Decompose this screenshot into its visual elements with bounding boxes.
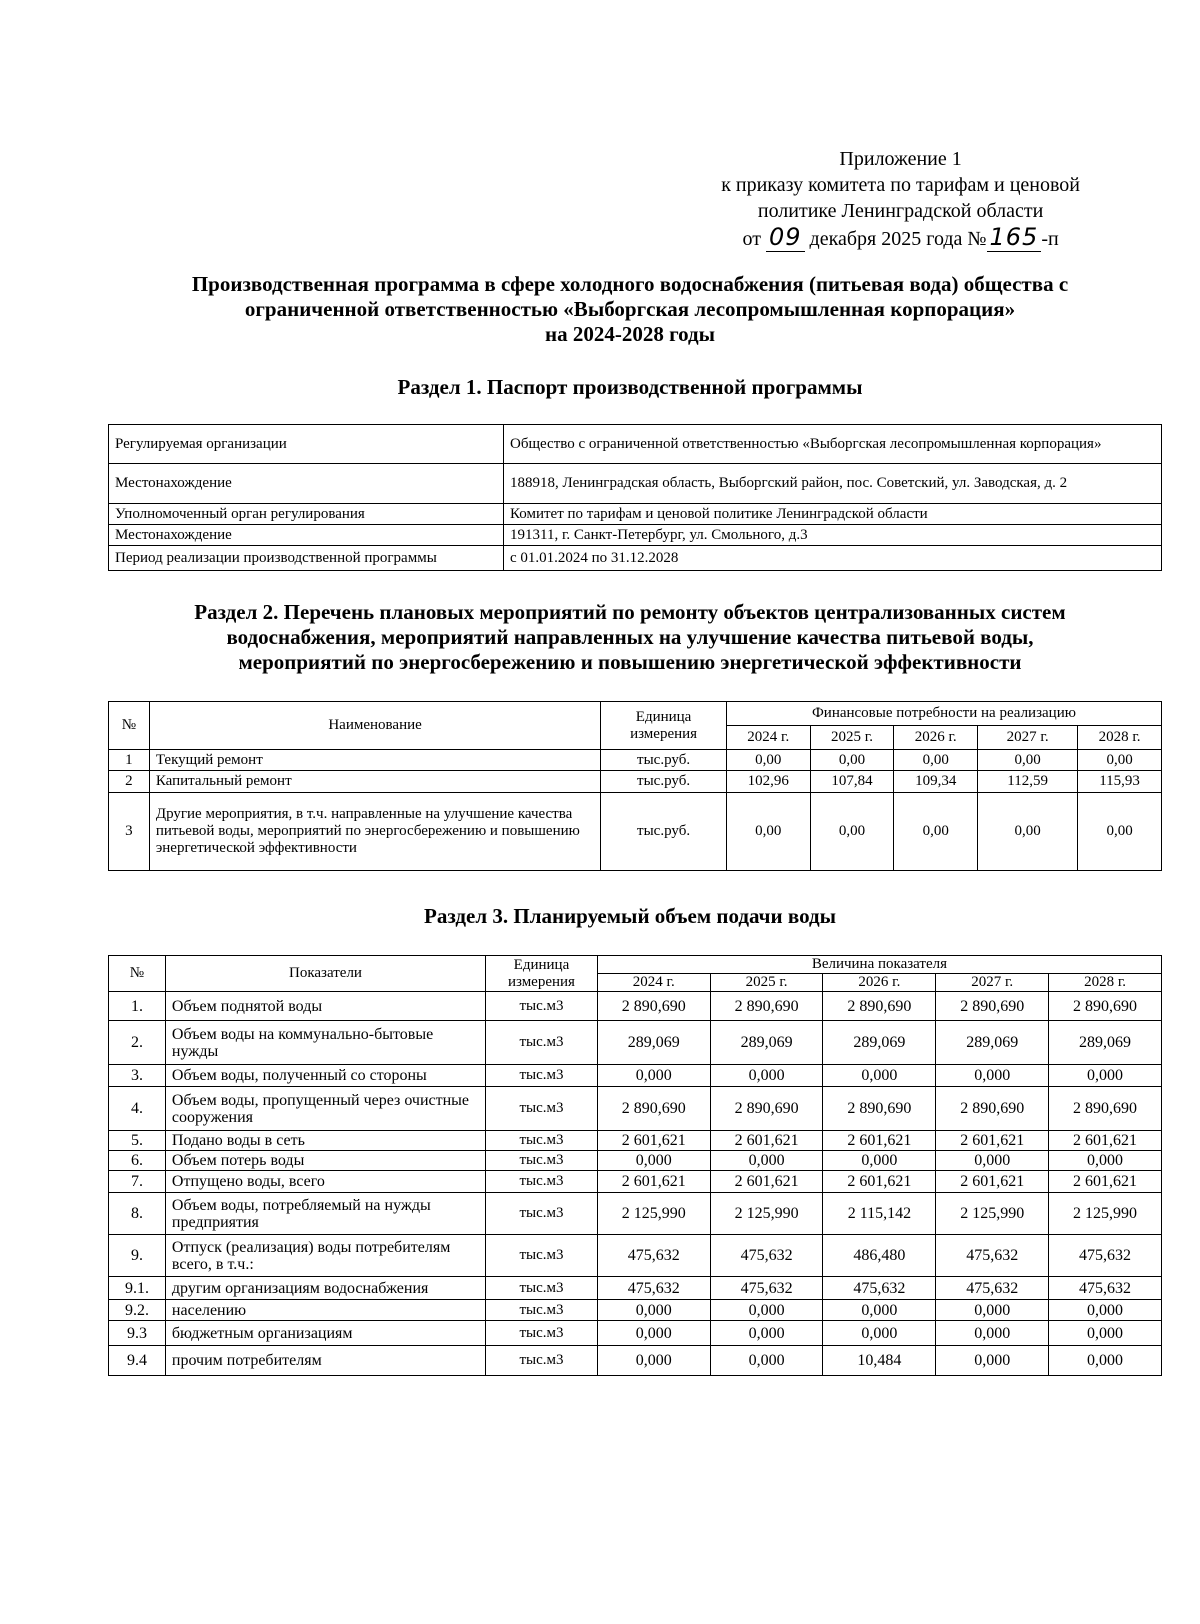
row-value: 0,00 xyxy=(810,793,894,871)
row-value: 0,000 xyxy=(823,1065,936,1087)
row-value: 2 601,621 xyxy=(710,1171,823,1193)
row-name: населению xyxy=(165,1300,485,1321)
col-header-name: Показатели xyxy=(165,956,485,992)
section1-heading: Раздел 1. Паспорт производственной программы xyxy=(397,375,863,399)
row-unit: тыс.м3 xyxy=(486,1151,598,1171)
row-value: 475,632 xyxy=(936,1235,1049,1277)
row-value: 0,00 xyxy=(978,793,1078,871)
row-unit: тыс.руб. xyxy=(601,771,727,793)
col-header-year: 2028 г. xyxy=(1078,726,1162,750)
row-value: 475,632 xyxy=(1049,1277,1162,1300)
row-value: 0,000 xyxy=(597,1065,710,1087)
row-value: 0,00 xyxy=(1078,750,1162,771)
table-row xyxy=(109,1021,1162,1065)
row-num: 9.2. xyxy=(109,1300,166,1321)
table-row xyxy=(109,525,1162,546)
section2-heading xyxy=(60,600,1200,675)
row-value: 475,632 xyxy=(710,1235,823,1277)
col-header-group: Финансовые потребности на реализацию xyxy=(726,702,1161,726)
row-value: 0,000 xyxy=(710,1065,823,1087)
col-header-year: 2026 г. xyxy=(823,974,936,992)
measures-table xyxy=(108,701,1162,871)
row-num: 2. xyxy=(109,1021,166,1065)
row-value: 107,84 xyxy=(810,771,894,793)
row-value: 102,96 xyxy=(726,771,810,793)
col-header-year: 2026 г. xyxy=(894,726,978,750)
row-num: 1 xyxy=(109,750,150,771)
row-value: 0,000 xyxy=(1049,1346,1162,1376)
col-header-year: 2027 г. xyxy=(936,974,1049,992)
row-unit: тыс.м3 xyxy=(486,1021,598,1065)
row-unit: тыс.м3 xyxy=(486,1087,598,1131)
section2-heading-line-2: водоснабжения, мероприятий направленных на улучшение качества питьевой воды, xyxy=(226,625,1034,649)
row-value: 2 125,990 xyxy=(1049,1193,1162,1235)
row-value: 0,000 xyxy=(1049,1300,1162,1321)
row-value: 0,000 xyxy=(710,1346,823,1376)
row-value: 2 125,990 xyxy=(597,1193,710,1235)
row-value: 289,069 xyxy=(936,1021,1049,1065)
row-value: 0,00 xyxy=(894,793,978,871)
row-unit: тыс.м3 xyxy=(486,1300,598,1321)
row-value: 0,000 xyxy=(936,1346,1049,1376)
document-title xyxy=(60,272,1200,347)
table-row xyxy=(109,1277,1162,1300)
row-unit: тыс.м3 xyxy=(486,1235,598,1277)
passport-value: 191311, г. Санкт-Петербург, ул. Смольного, д.3 xyxy=(504,525,1162,546)
row-value: 2 890,690 xyxy=(936,992,1049,1021)
table-row xyxy=(109,1235,1162,1277)
row-value: 2 601,621 xyxy=(823,1171,936,1193)
table-row xyxy=(109,464,1162,504)
row-value: 2 890,690 xyxy=(597,992,710,1021)
row-unit: тыс.м3 xyxy=(486,1321,598,1346)
row-value: 486,480 xyxy=(823,1235,936,1277)
title-line-2: ограниченной ответственностью «Выборгская лесопромышленная корпорация» xyxy=(244,297,1016,321)
row-value: 0,00 xyxy=(726,793,810,871)
row-value: 0,000 xyxy=(823,1300,936,1321)
row-num: 3. xyxy=(109,1065,166,1087)
section3-heading: Раздел 3. Планируемый объем подачи воды xyxy=(424,904,836,928)
col-header-group: Величина показателя xyxy=(597,956,1161,974)
table-row xyxy=(109,1087,1162,1131)
passport-label: Регулируемая организации xyxy=(109,425,504,464)
water-volume-table xyxy=(108,955,1162,1376)
table-row xyxy=(109,992,1162,1021)
table-row xyxy=(109,1321,1162,1346)
row-value: 2 890,690 xyxy=(823,1087,936,1131)
row-value: 475,632 xyxy=(710,1277,823,1300)
annex-line-3: политике Ленинградской области xyxy=(757,200,1044,222)
row-value: 115,93 xyxy=(1078,771,1162,793)
row-value: 2 601,621 xyxy=(936,1171,1049,1193)
section2-heading-line-3: мероприятий по энергосбережению и повышению энергетической эффективности xyxy=(238,650,1022,674)
row-num: 9. xyxy=(109,1235,166,1277)
passport-label: Уполномоченный орган регулирования xyxy=(109,504,504,525)
table-row xyxy=(109,546,1162,571)
row-num: 7. xyxy=(109,1171,166,1193)
passport-label: Местонахождение xyxy=(109,464,504,504)
annex-date-middle: декабря 2025 года № xyxy=(809,228,987,250)
annex-line-2: к приказу комитета по тарифам и ценовой xyxy=(721,174,1080,196)
section2-heading-line-1: Раздел 2. Перечень плановых мероприятий по ремонту объектов централизованных систем xyxy=(194,600,1066,624)
row-value: 2 601,621 xyxy=(597,1171,710,1193)
table-row xyxy=(109,1300,1162,1321)
row-num: 2 xyxy=(109,771,150,793)
row-value: 10,484 xyxy=(823,1346,936,1376)
annex-date-prefix: от xyxy=(742,228,761,250)
row-name: Объем воды, полученный со стороны xyxy=(165,1065,485,1087)
row-num: 9.4 xyxy=(109,1346,166,1376)
row-name: Отпуск (реализация) воды потребителям всего, в т.ч.: xyxy=(165,1235,485,1277)
passport-value: Общество с ограниченной ответственностью «Выборгская лесопромышленная корпорация» xyxy=(504,425,1162,464)
handwritten-number: 165 xyxy=(987,223,1042,252)
row-value: 2 890,690 xyxy=(1049,1087,1162,1131)
row-unit: тыс.м3 xyxy=(486,1065,598,1087)
row-value: 2 890,690 xyxy=(1049,992,1162,1021)
row-name: бюджетным организациям xyxy=(165,1321,485,1346)
row-unit: тыс.м3 xyxy=(486,1346,598,1376)
col-header-year: 2028 г. xyxy=(1049,974,1162,992)
col-header-num: № xyxy=(109,956,166,992)
row-value: 2 601,621 xyxy=(597,1131,710,1151)
col-header-year: 2025 г. xyxy=(710,974,823,992)
row-value: 2 601,621 xyxy=(823,1131,936,1151)
annex-header xyxy=(721,146,1080,252)
table-row xyxy=(109,425,1162,464)
row-value: 0,000 xyxy=(710,1151,823,1171)
row-name: прочим потребителям xyxy=(165,1346,485,1376)
table-row xyxy=(109,771,1162,793)
title-line-1: Производственная программа в сфере холодного водоснабжения (питьевая вода) общества с xyxy=(191,272,1069,296)
row-value: 2 115,142 xyxy=(823,1193,936,1235)
passport-value: Комитет по тарифам и ценовой политике Ленинградской области xyxy=(504,504,1162,525)
row-value: 289,069 xyxy=(597,1021,710,1065)
row-value: 475,632 xyxy=(597,1235,710,1277)
col-header-year: 2027 г. xyxy=(978,726,1078,750)
table-row xyxy=(109,1065,1162,1087)
row-num: 6. xyxy=(109,1151,166,1171)
row-num: 4. xyxy=(109,1087,166,1131)
row-value: 2 890,690 xyxy=(597,1087,710,1131)
row-unit: тыс.м3 xyxy=(486,1193,598,1235)
row-name: Отпущено воды, всего xyxy=(165,1171,485,1193)
col-header-unit: Единица измерения xyxy=(601,702,727,750)
row-name: Капитальный ремонт xyxy=(149,771,600,793)
row-value: 0,000 xyxy=(823,1151,936,1171)
passport-value: 188918, Ленинградская область, Выборгский район, пос. Советский, ул. Заводская, д. 2 xyxy=(504,464,1162,504)
row-value: 475,632 xyxy=(936,1277,1049,1300)
row-value: 0,000 xyxy=(1049,1151,1162,1171)
row-unit: тыс.м3 xyxy=(486,1277,598,1300)
row-value: 0,000 xyxy=(710,1321,823,1346)
row-value: 2 890,690 xyxy=(936,1087,1049,1131)
row-value: 289,069 xyxy=(823,1021,936,1065)
row-name: Объем воды на коммунально-бытовые нужды xyxy=(165,1021,485,1065)
table-row xyxy=(109,504,1162,525)
row-name: другим организациям водоснабжения xyxy=(165,1277,485,1300)
row-num: 9.3 xyxy=(109,1321,166,1346)
row-unit: тыс.м3 xyxy=(486,1131,598,1151)
table-row xyxy=(109,1346,1162,1376)
table-row xyxy=(109,1193,1162,1235)
row-value: 2 601,621 xyxy=(936,1131,1049,1151)
row-value: 0,000 xyxy=(936,1065,1049,1087)
row-value: 0,00 xyxy=(978,750,1078,771)
row-value: 0,00 xyxy=(1078,793,1162,871)
row-value: 0,000 xyxy=(936,1321,1049,1346)
row-num: 1. xyxy=(109,992,166,1021)
row-value: 0,00 xyxy=(810,750,894,771)
row-name: Объем поднятой воды xyxy=(165,992,485,1021)
row-value: 0,000 xyxy=(597,1346,710,1376)
row-value: 2 890,690 xyxy=(710,992,823,1021)
row-name: Подано воды в сеть xyxy=(165,1131,485,1151)
row-value: 0,000 xyxy=(1049,1321,1162,1346)
passport-table xyxy=(108,424,1162,571)
row-unit: тыс.м3 xyxy=(486,1171,598,1193)
row-value: 0,000 xyxy=(1049,1065,1162,1087)
row-value: 0,000 xyxy=(597,1321,710,1346)
row-num: 9.1. xyxy=(109,1277,166,1300)
row-value: 2 601,621 xyxy=(710,1131,823,1151)
row-value: 475,632 xyxy=(1049,1235,1162,1277)
row-value: 289,069 xyxy=(710,1021,823,1065)
row-value: 2 601,621 xyxy=(1049,1171,1162,1193)
row-name: Текущий ремонт xyxy=(149,750,600,771)
passport-label: Период реализации производственной программы xyxy=(109,546,504,571)
passport-label: Местонахождение xyxy=(109,525,504,546)
row-unit: тыс.руб. xyxy=(601,750,727,771)
row-value: 0,000 xyxy=(710,1300,823,1321)
row-name: Объем потерь воды xyxy=(165,1151,485,1171)
handwritten-day: 09 xyxy=(766,223,805,252)
row-value: 0,000 xyxy=(597,1151,710,1171)
row-unit: тыс.руб. xyxy=(601,793,727,871)
table-row xyxy=(109,1171,1162,1193)
row-value: 0,00 xyxy=(726,750,810,771)
row-value: 109,34 xyxy=(894,771,978,793)
col-header-year: 2024 г. xyxy=(726,726,810,750)
row-num: 3 xyxy=(109,793,150,871)
col-header-num: № xyxy=(109,702,150,750)
table-row xyxy=(109,1131,1162,1151)
row-value: 475,632 xyxy=(823,1277,936,1300)
col-header-unit: Единица измерения xyxy=(486,956,598,992)
row-unit: тыс.м3 xyxy=(486,992,598,1021)
row-num: 5. xyxy=(109,1131,166,1151)
col-header-year: 2024 г. xyxy=(597,974,710,992)
row-value: 0,000 xyxy=(936,1300,1049,1321)
row-name: Другие мероприятия, в т.ч. направленные на улучшение качества питьевой воды, мероприятий по энергосбережению и повышению энергетической эффективности xyxy=(149,793,600,871)
row-value: 0,000 xyxy=(597,1300,710,1321)
row-value: 2 125,990 xyxy=(710,1193,823,1235)
row-value: 289,069 xyxy=(1049,1021,1162,1065)
row-value: 2 890,690 xyxy=(710,1087,823,1131)
title-line-3: на 2024-2028 годы xyxy=(544,322,716,346)
passport-value: с 01.01.2024 по 31.12.2028 xyxy=(504,546,1162,571)
annex-date-suffix: -п xyxy=(1041,228,1059,250)
row-value: 2 601,621 xyxy=(1049,1131,1162,1151)
row-name: Объем воды, пропущенный через очистные сооружения xyxy=(165,1087,485,1131)
annex-line-1: Приложение 1 xyxy=(839,148,962,170)
row-value: 0,000 xyxy=(823,1321,936,1346)
row-value: 0,000 xyxy=(936,1151,1049,1171)
row-value: 112,59 xyxy=(978,771,1078,793)
row-name: Объем воды, потребляемый на нужды предприятия xyxy=(165,1193,485,1235)
col-header-name: Наименование xyxy=(149,702,600,750)
row-num: 8. xyxy=(109,1193,166,1235)
row-value: 2 890,690 xyxy=(823,992,936,1021)
row-value: 475,632 xyxy=(597,1277,710,1300)
row-value: 2 125,990 xyxy=(936,1193,1049,1235)
table-row xyxy=(109,750,1162,771)
table-row xyxy=(109,1151,1162,1171)
row-value: 0,00 xyxy=(894,750,978,771)
table-row xyxy=(109,793,1162,871)
col-header-year: 2025 г. xyxy=(810,726,894,750)
annex-line-4 xyxy=(721,224,1080,252)
